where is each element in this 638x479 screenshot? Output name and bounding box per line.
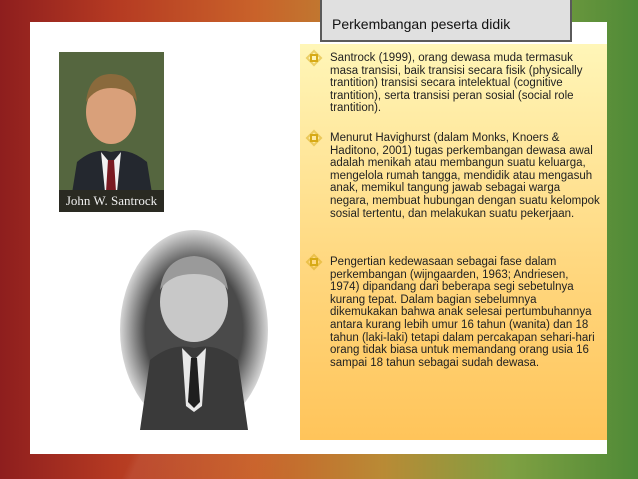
- bullet-text: Santrock (1999), orang dewasa muda termasuk masa transisi, baik transisi secara fisik (physically trantition) transisi secara intelektual (cognitive trantition), serta transisi peran sosial (social role trantition).: [330, 52, 583, 115]
- portrait-havighurst-image: [120, 230, 268, 430]
- portrait-santrock: [59, 52, 164, 212]
- portrait-havighurst: [120, 230, 268, 430]
- content-panel: [300, 44, 607, 440]
- portrait-santrock-image: [59, 52, 164, 212]
- slide-title: Perkembangan peserta didik: [332, 16, 511, 32]
- portrait-caption: John W. Santrock: [59, 190, 164, 212]
- diamond-bullet-icon: [310, 258, 318, 266]
- bullet-text: Pengertian kedewasaan sebagai fase dalam perkembangan (wijngaarden, 1963; Andriesen, 1974) dipandang dari beberapa segi sebetulnya kurang tepat. Dalam bagian sebelumnya dikemukakan bahwa anak selesai pertumbuhannya antara kurang lebih umur 16 tahun (wanita) dan 18 tahun (laki-laki) tetapi dalam percakapan sehari-hari orang tidak biasa untuk memandang orang usia 16 sampai 18 tahun sebagai sudah dewasa.: [330, 256, 595, 369]
- diamond-bullet-icon: [310, 134, 318, 142]
- slide-title-box: [320, 0, 572, 42]
- bullet-text: Menurut Havighurst (dalam Monks, Knoers & Haditono, 2001) tugas perkembangan dewasa awal adalah menikah atau membangun suatu keluarga, mengelola rumah tangga, mendidik atau mengasuh anak, memikul tangung jawab sebagai warga negara, membuat hubungan dengan suatu kelompok sosial tertentu, dan melakukan suatu pekerjaan.: [330, 132, 600, 220]
- diamond-bullet-icon: [310, 54, 318, 62]
